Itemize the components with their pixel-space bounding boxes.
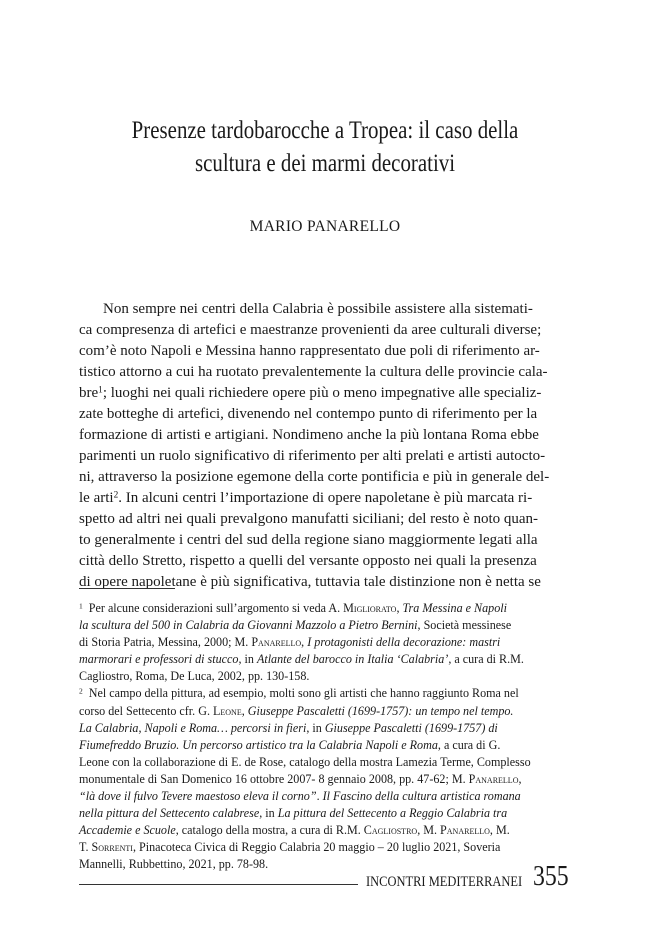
footnote-title: La Calabria, Napoli e Roma… percorsi in fieri <box>79 720 307 735</box>
body-line: tistico attorno a cui ha ruotato prevalentemente la cultura delle provincie cala- <box>79 364 548 380</box>
footnote-author: Panarello <box>251 635 302 650</box>
footnote-text: T. <box>79 840 92 855</box>
footnote-text: , <box>396 601 403 615</box>
footnote-title: la scultura del 500 in Calabria da Giovanni Mazzolo a Pietro Bernini <box>79 618 418 633</box>
body-paragraph <box>79 299 574 593</box>
footnote-text: monumentale di San Domenico 16 ottobre 2007- 8 gennaio 2008, pp. 47-62; M. <box>79 771 469 786</box>
footnote-text: corso del Settecento cfr. G. <box>79 703 213 718</box>
footnote-line <box>79 839 573 856</box>
footnote-title: “là dove il fulvo Tevere maestoso eleva il corno” <box>79 789 317 804</box>
body-line: to generalmente i centri del sud della regione siano maggiormente legati alla <box>79 532 538 548</box>
footnote-title: Fiumefreddo Bruzio. Un percorso artistico tra la Calabria Napoli e Roma <box>79 737 438 752</box>
footnote-marker: 2 <box>79 686 83 696</box>
footnote-text: , in <box>259 806 278 821</box>
footnote-ref-2[interactable]: 2 <box>113 490 119 501</box>
author-name: MARIO PANARELLO <box>249 218 401 235</box>
footnote-line <box>79 703 573 720</box>
footnote-title: Giuseppe Pascaletti (1699-1757): un tempo nel tempo. <box>247 703 514 718</box>
journal-name: INCONTRI MEDITERRANEI <box>366 874 523 890</box>
footnote-title: Il Fascino della cultura artistica romana <box>322 789 521 804</box>
footnote-title: La pittura del Settecento a Reggio Calabria tra <box>277 806 508 821</box>
body-line: parimenti un ruolo significativo di riferimento per alti prelati e artisti autocto- <box>79 448 546 464</box>
body-line: spetto ad altri nei quali prevalgono manufatti siciliani; del resto è noto quan- <box>79 511 539 527</box>
footnote-title: nella pittura del Settecento calabrese <box>79 806 260 821</box>
footnote-ref-1[interactable]: 1 <box>98 385 103 396</box>
footnote-author: Panarello <box>468 771 519 786</box>
footnote-text: di Storia Patria, Messina, 2000; M. <box>79 635 252 650</box>
footnote-line <box>79 685 573 702</box>
footnote-title: I protagonisti della decorazione: mastri <box>307 635 501 650</box>
footnote-author: Cagliostro <box>363 823 418 838</box>
body-text-span: . In alcuni centri l’importazione di opere napoletane è più marcata ri- <box>118 490 533 506</box>
footnote-text: , in <box>238 652 257 667</box>
footnote-author: Migliorato <box>343 601 397 615</box>
footnote-title: marmorari e professori di stucco <box>79 652 239 667</box>
article-title <box>108 113 543 179</box>
footnote-author: Sorrenti <box>91 840 133 855</box>
footnote-text: . <box>316 789 323 804</box>
body-line: di opere napoletane è più significativa, tuttavia tale distinzione non è netta se <box>79 574 541 590</box>
body-line: Non sempre nei centri della Calabria è possibile assistere alla sistemati- <box>103 301 533 317</box>
footnote-text: , <box>518 771 522 786</box>
title-line: Presenze tardobarocche a Tropea: il caso della <box>131 115 519 144</box>
footnote-line <box>79 737 573 754</box>
footnote-line <box>79 771 573 788</box>
body-line: zate botteghe di artefici, divenendo nel contempo punto di riferimento per la <box>79 406 538 422</box>
footnote-line <box>79 720 573 737</box>
body-line <box>79 488 574 509</box>
footnote-text: , M. <box>489 823 510 838</box>
footnote-text: , M. <box>417 823 441 838</box>
title-line: scultura e dei marmi decorativi <box>194 148 456 177</box>
footnote-text: , <box>301 635 308 650</box>
footnote-line: Leone con la collaborazione di E. de Rose, catalogo della mostra Lamezia Terme, Complesso <box>79 754 531 769</box>
footnote-text: , <box>241 703 248 718</box>
body-line: ca compresenza di artefici e maestranze provenienti da aree culturali diverse; <box>79 322 542 338</box>
footnote-title: Tra Messina e Napoli <box>402 601 507 615</box>
footnotes <box>79 600 573 874</box>
footnote-text: , Pinacoteca Civica di Reggio Calabria 20 maggio – 20 luglio 2021, Soveria <box>132 840 501 855</box>
footnote-marker: 1 <box>79 601 83 611</box>
footnote-line <box>79 805 573 822</box>
body-line: com’è noto Napoli e Messina hanno rappresentato due poli di riferimento ar- <box>79 343 540 359</box>
footnote-title: Atlante del barocco in Italia ‘Calabria’ <box>256 652 449 667</box>
footnote-text: Nel campo della pittura, ad esempio, molti sono gli artisti che hanno raggiunto Roma nel <box>88 686 519 701</box>
footnote-line <box>79 822 573 839</box>
footnote-line: Cagliostro, Roma, De Luca, 2002, pp. 130-158. <box>79 669 310 684</box>
footnote-line <box>79 651 573 668</box>
footnote-text: , a cura di R.M. <box>448 652 524 667</box>
body-text-span: ; luoghi nei quali richiedere opere più o meno impegnative alle specializ- <box>102 385 542 401</box>
footnote-author: Panarello <box>440 823 490 838</box>
footnote-text: , catalogo della mostra, a cura di R.M. <box>175 823 364 838</box>
body-text-span: le arti <box>79 490 114 506</box>
footnote-line <box>79 788 573 805</box>
footer-rule <box>79 884 358 885</box>
footnote-line <box>79 600 573 617</box>
footnote-line: Mannelli, Rubbettino, 2021, pp. 78-98. <box>79 857 269 872</box>
footnote-text: , Società messinese <box>417 618 512 633</box>
footnote-text: Per alcune considerazioni sull’argomento si veda A. <box>88 601 344 615</box>
footnote-separator <box>79 588 175 589</box>
footnote-text: , in <box>306 720 325 735</box>
footnote-line <box>79 634 573 651</box>
body-line: città dello Stretto, rispetto a quelli del versante opposto nei quali la presenza <box>79 553 537 569</box>
body-line <box>79 383 574 404</box>
body-text-span: bre <box>79 385 99 401</box>
footnote-line <box>79 617 573 634</box>
page-number: 355 <box>533 860 569 892</box>
body-line: formazione di artisti e artigiani. Nondimeno anche la più lontana Roma ebbe <box>79 427 539 443</box>
footnote-title: Accademie e Scuole <box>79 823 176 838</box>
body-line: ni, attraverso la posizione egemone della corte pontificia e più in generale del- <box>79 469 550 485</box>
footnote-text: , a cura di G. <box>437 737 501 752</box>
footnote-author: Leone <box>213 703 242 718</box>
footnote-title: Giuseppe Pascaletti (1699-1757) di <box>324 720 498 735</box>
